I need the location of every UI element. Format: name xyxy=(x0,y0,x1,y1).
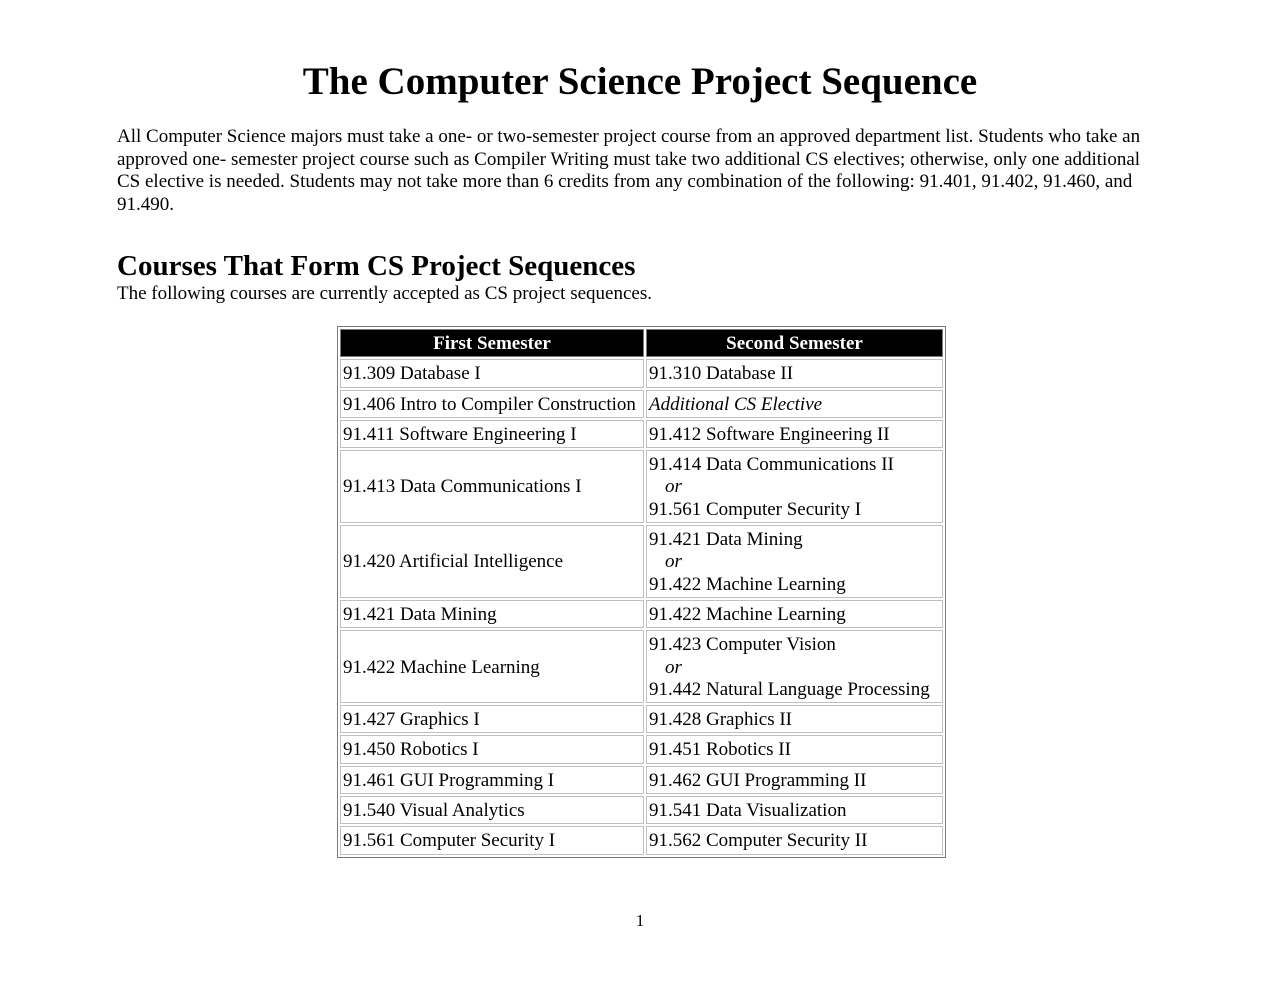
first-semester-course: 91.422 Machine Learning xyxy=(340,630,644,703)
header-first-semester: First Semester xyxy=(340,329,644,357)
table-header-row xyxy=(340,329,943,357)
table-row xyxy=(340,630,943,703)
second-semester-option: 91.561 Computer Security I xyxy=(649,498,862,520)
second-semester-option: 91.423 Computer Vision xyxy=(649,634,836,656)
header-second-semester: Second Semester xyxy=(646,329,943,357)
second-semester-option: 91.421 Data Mining xyxy=(649,529,803,551)
section-heading: Courses That Form CS Project Sequences xyxy=(117,250,636,282)
table-row xyxy=(340,450,943,523)
table-row xyxy=(340,390,943,418)
second-semester-course: Additional CS Elective xyxy=(646,390,943,418)
first-semester-course: 91.420 Artificial Intelligence xyxy=(340,525,644,598)
second-semester-option: 91.442 Natural Language Processing xyxy=(649,678,930,700)
page-title: The Computer Science Project Sequence xyxy=(302,60,978,103)
table-row xyxy=(340,359,943,387)
second-semester-options xyxy=(646,630,943,703)
or-label: or xyxy=(665,656,682,678)
second-semester-option: 91.414 Data Communications II xyxy=(649,454,894,476)
second-semester-course: 91.310 Database II xyxy=(646,359,943,387)
section-subtext: The following courses are currently accepted as CS project sequences. xyxy=(117,283,652,304)
first-semester-course: 91.427 Graphics I xyxy=(340,705,644,733)
second-semester-course: 91.541 Data Visualization xyxy=(646,796,943,824)
second-semester-course: 91.428 Graphics II xyxy=(646,705,943,733)
table-row xyxy=(340,705,943,733)
second-semester-options xyxy=(646,450,943,523)
intro-paragraph: All Computer Science majors must take a one- or two-semester project course from an approved department list. Students who take an approved one- semester project course such as Compiler Writing must take two additional CS electives; otherwise, only one additional CS elective is needed. Students may not take more than 6 credits from any combination of the following: 91.401, 91.402, 91.460, and 91.490. xyxy=(117,126,1141,215)
table-row xyxy=(340,826,943,854)
first-semester-course: 91.406 Intro to Compiler Construction xyxy=(340,390,644,418)
table-row xyxy=(340,796,943,824)
second-semester-options xyxy=(646,525,943,598)
first-semester-course: 91.461 GUI Programming I xyxy=(340,766,644,794)
first-semester-course: 91.413 Data Communications I xyxy=(340,450,644,523)
second-semester-course: 91.412 Software Engineering II xyxy=(646,420,943,448)
table-row xyxy=(340,735,943,763)
second-semester-course: 91.422 Machine Learning xyxy=(646,600,943,628)
first-semester-course: 91.411 Software Engineering I xyxy=(340,420,644,448)
second-semester-option: 91.422 Machine Learning xyxy=(649,573,846,595)
first-semester-course: 91.421 Data Mining xyxy=(340,600,644,628)
or-label: or xyxy=(665,476,682,498)
table-row xyxy=(340,766,943,794)
first-semester-course: 91.450 Robotics I xyxy=(340,735,644,763)
first-semester-course: 91.540 Visual Analytics xyxy=(340,796,644,824)
table-row xyxy=(340,525,943,598)
second-semester-course: 91.562 Computer Security II xyxy=(646,826,943,854)
project-sequence-table xyxy=(337,326,946,858)
second-semester-course: 91.462 GUI Programming II xyxy=(646,766,943,794)
first-semester-course: 91.561 Computer Security I xyxy=(340,826,644,854)
or-label: or xyxy=(665,551,682,573)
page-number: 1 xyxy=(635,911,645,930)
table-row xyxy=(340,420,943,448)
second-semester-course: 91.451 Robotics II xyxy=(646,735,943,763)
table-row xyxy=(340,600,943,628)
first-semester-course: 91.309 Database I xyxy=(340,359,644,387)
